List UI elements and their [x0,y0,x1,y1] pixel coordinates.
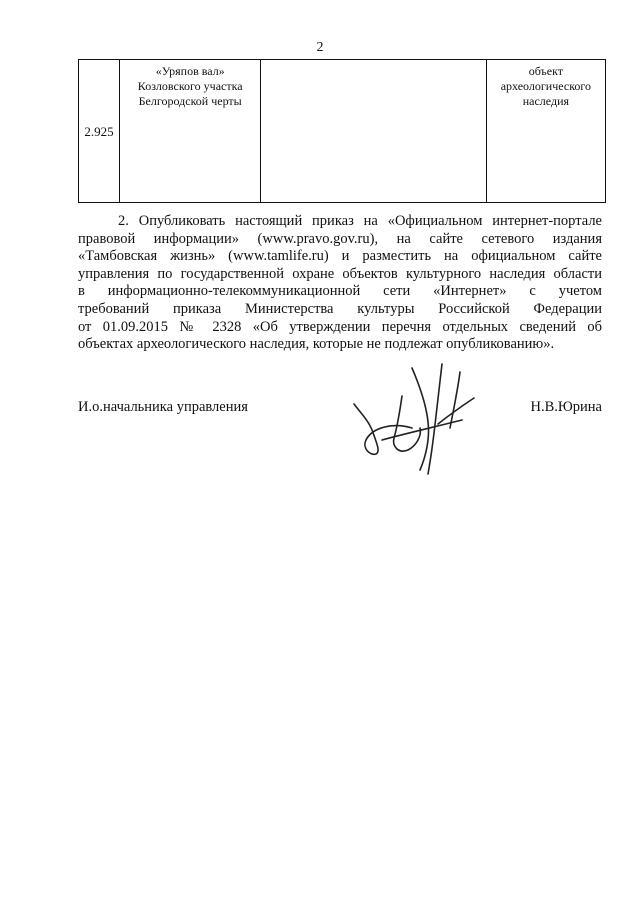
object-name-line: «Уряпов вал» [155,64,225,78]
signatory-name: Н.В.Юрина [530,399,602,415]
paragraph-line: от 01.09.2015 № 2328 «Об утверждении перечня отдельных сведений об [78,318,602,335]
object-name-cell [120,60,261,203]
paragraph-line: объектах археологического наследия, которые не подлежат опубликованию». [78,336,555,353]
row-number-cell: 2.925 [79,60,120,203]
object-name-line: Козловского участка [137,79,243,93]
paragraph-line: в информационно-телекоммуникационной сети «Интернет» с учетом [78,283,602,300]
paragraph-line: 2. Опубликовать настоящий приказ на «Официальном интернет-портале [118,213,602,229]
paragraph-line: правовой информации» (www.pravo.gov.ru), на сайте сетевого издания [78,230,602,247]
signatory-position: И.о.начальника управления [78,399,248,415]
paragraph-line: требований приказа Министерства культуры Российской Федерации [78,300,602,317]
paragraph-line: «Тамбовская жизнь» (www.tamlife.ru) и разместить на официальном сайте [78,248,602,265]
paragraph-line: управления по государственной охране объектов культурного наследия области [78,265,602,282]
publication-paragraph [78,213,602,354]
table-row [79,60,606,203]
object-type-line: наследия [522,94,570,108]
handwritten-signature [342,358,502,478]
object-type-line: археологического [500,79,592,93]
page-number: 2 [316,40,324,55]
object-description-cell [261,60,486,203]
object-type-line: объект [528,64,563,78]
object-type-cell [486,60,605,203]
object-name-line: Белгородской черты [138,94,242,108]
heritage-registry-table [78,59,606,203]
